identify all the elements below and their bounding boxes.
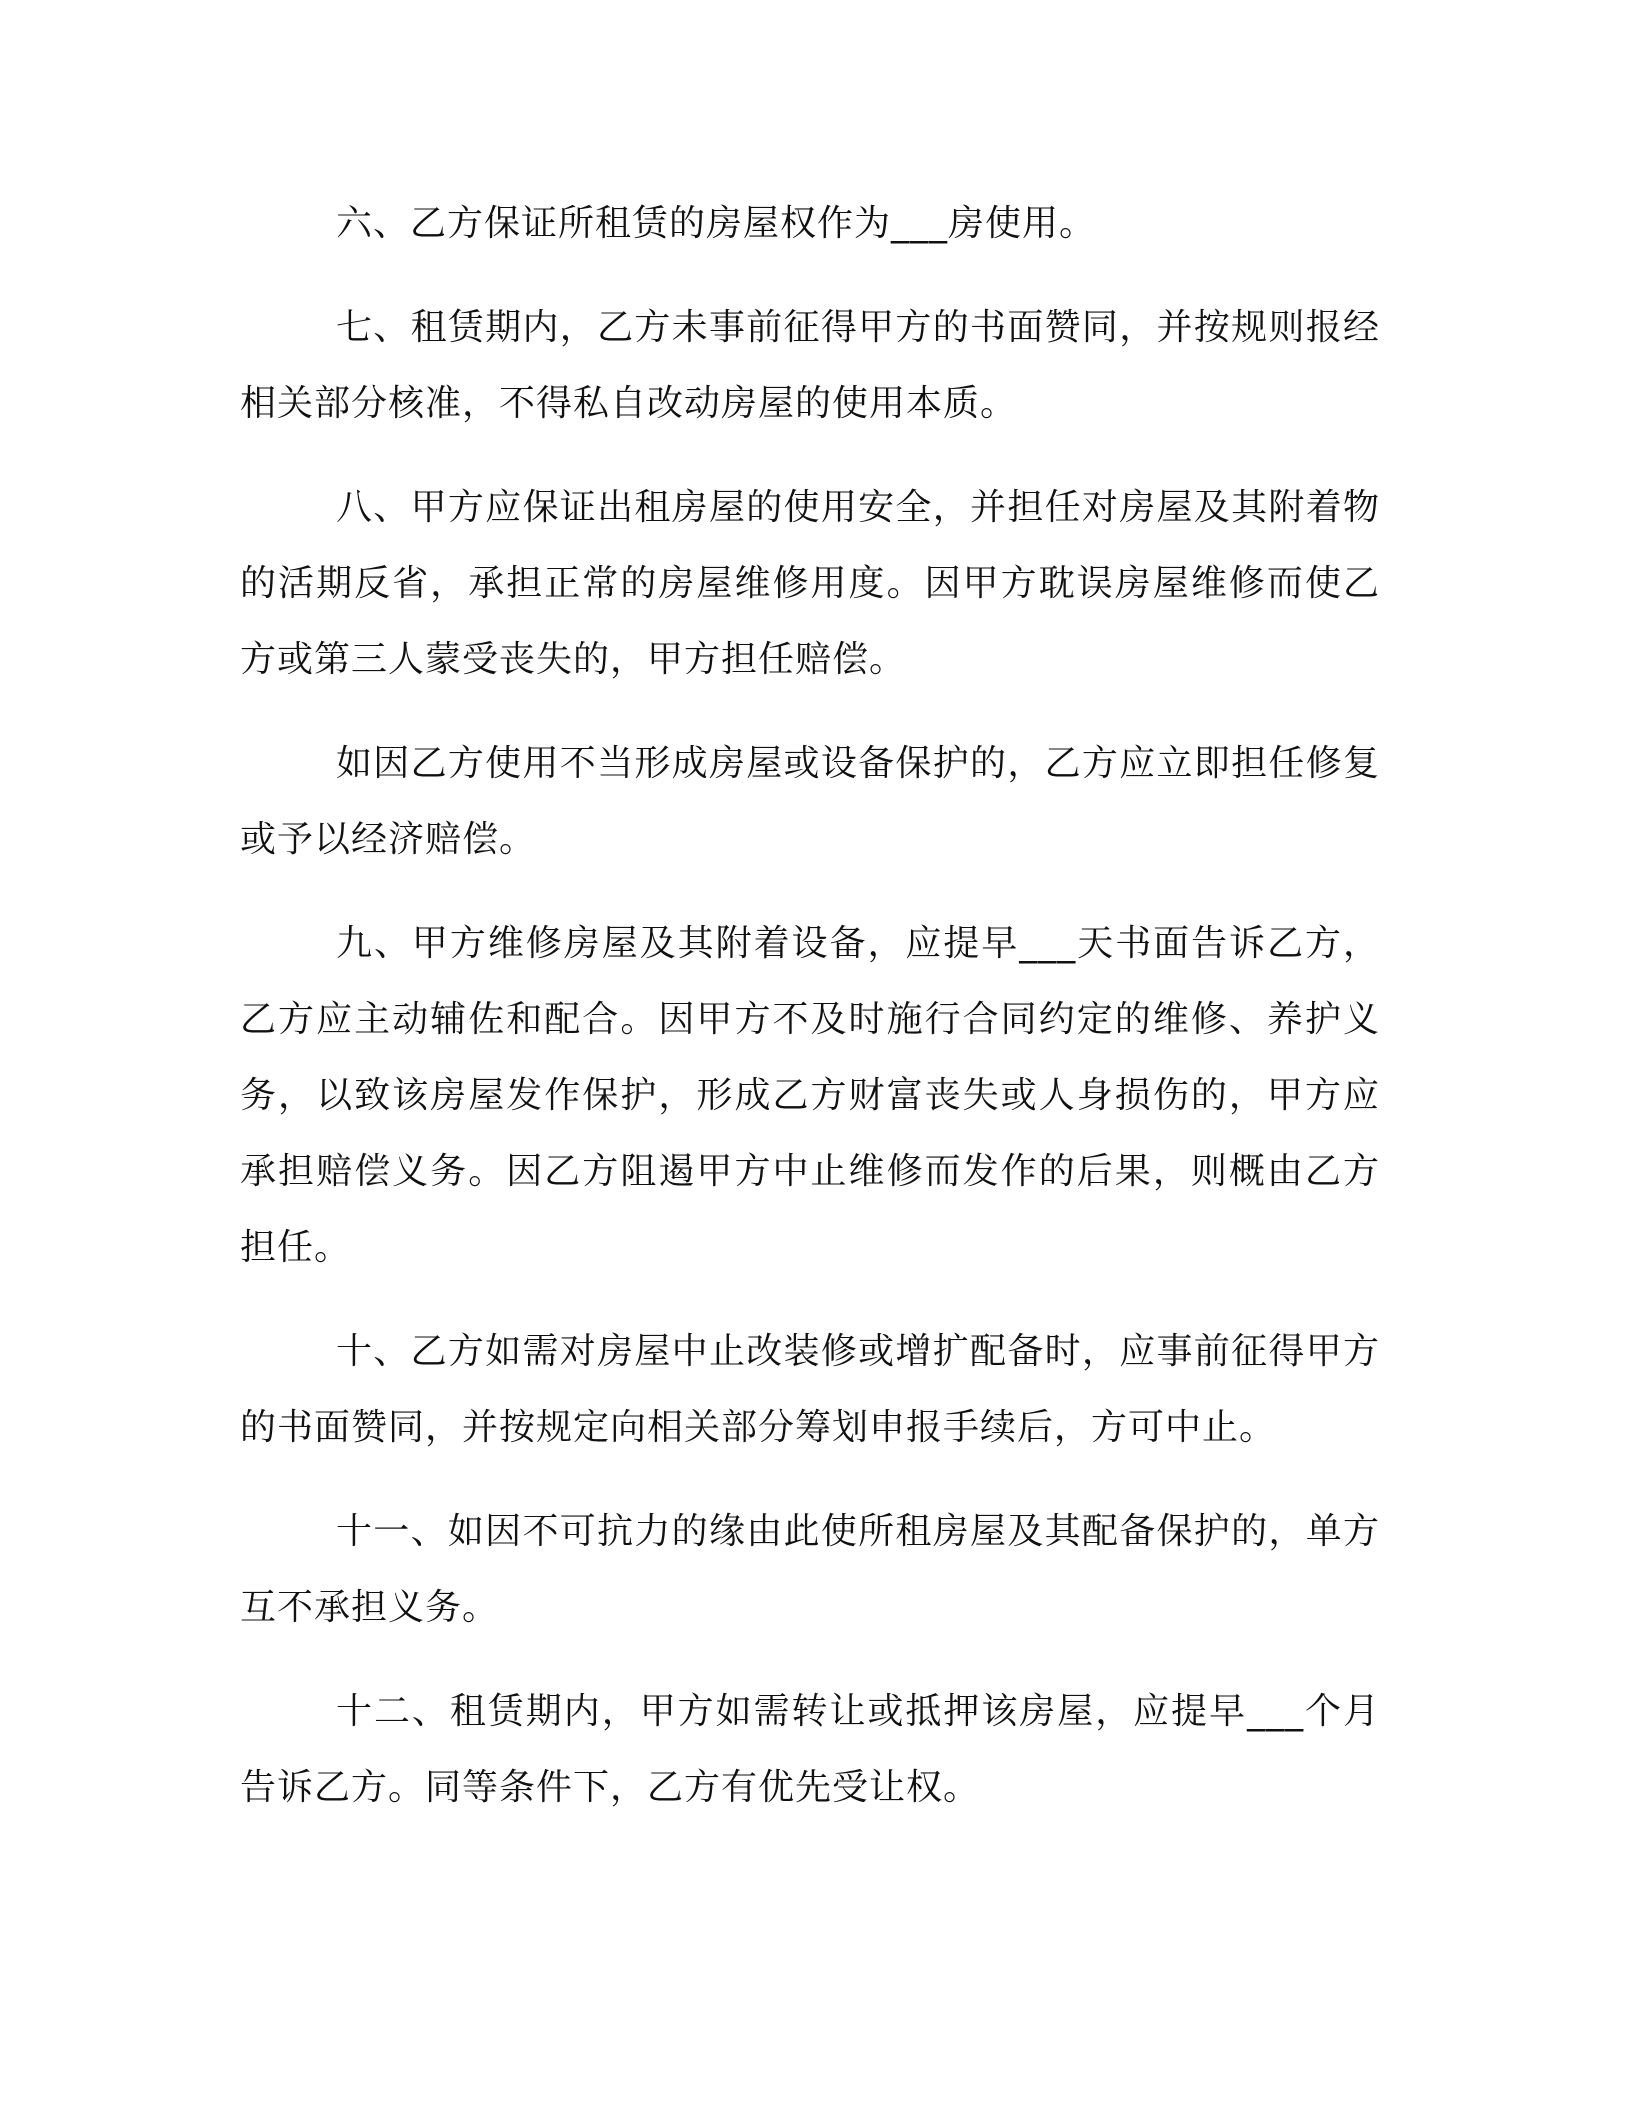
clause-8-supplement: 如因乙方使用不当形成房屋或设备保护的，乙方应立即担任修复或予以经济赔偿。 xyxy=(240,743,1380,860)
clause-11: 十一、如因不可抗力的缘由此使所租房屋及其配备保护的，单方互不承担义务。 xyxy=(240,1511,1380,1628)
clause-7: 七、租赁期内，乙方未事前征得甲方的书面赞同，并按规则报经相关部分核准，不得私自改动房屋的使用本质。 xyxy=(240,307,1380,424)
clause-8: 八、甲方应保证出租房屋的使用安全，并担任对房屋及其附着物的活期反省，承担正常的房屋维修用度。因甲方耽误房屋维修而使乙方或第三人蒙受丧失的，甲方担任赔偿。 xyxy=(240,487,1380,680)
clause-9: 九、甲方维修房屋及其附着设备，应提早___天书面告诉乙方，乙方应主动辅佐和配合。因甲方不及时施行合同约定的维修、养护义务，以致该房屋发作保护，形成乙方财富丧失或人身损伤的，甲方应承担赔偿义务。因乙方阻遏甲方中止维修而发作的后果，则概由乙方担任。 xyxy=(240,923,1380,1268)
clause-6: 六、乙方保证所租赁的房屋权作为___房使用。 xyxy=(336,203,1097,244)
clause-10: 十、乙方如需对房屋中止改装修或增扩配备时，应事前征得甲方的书面赞同，并按规定向相关部分筹划申报手续后，方可中止。 xyxy=(240,1331,1380,1448)
clause-12: 十二、租赁期内，甲方如需转让或抵押该房屋，应提早___个月告诉乙方。同等条件下，乙方有优先受让权。 xyxy=(240,1691,1380,1808)
document-body xyxy=(240,186,1380,1854)
